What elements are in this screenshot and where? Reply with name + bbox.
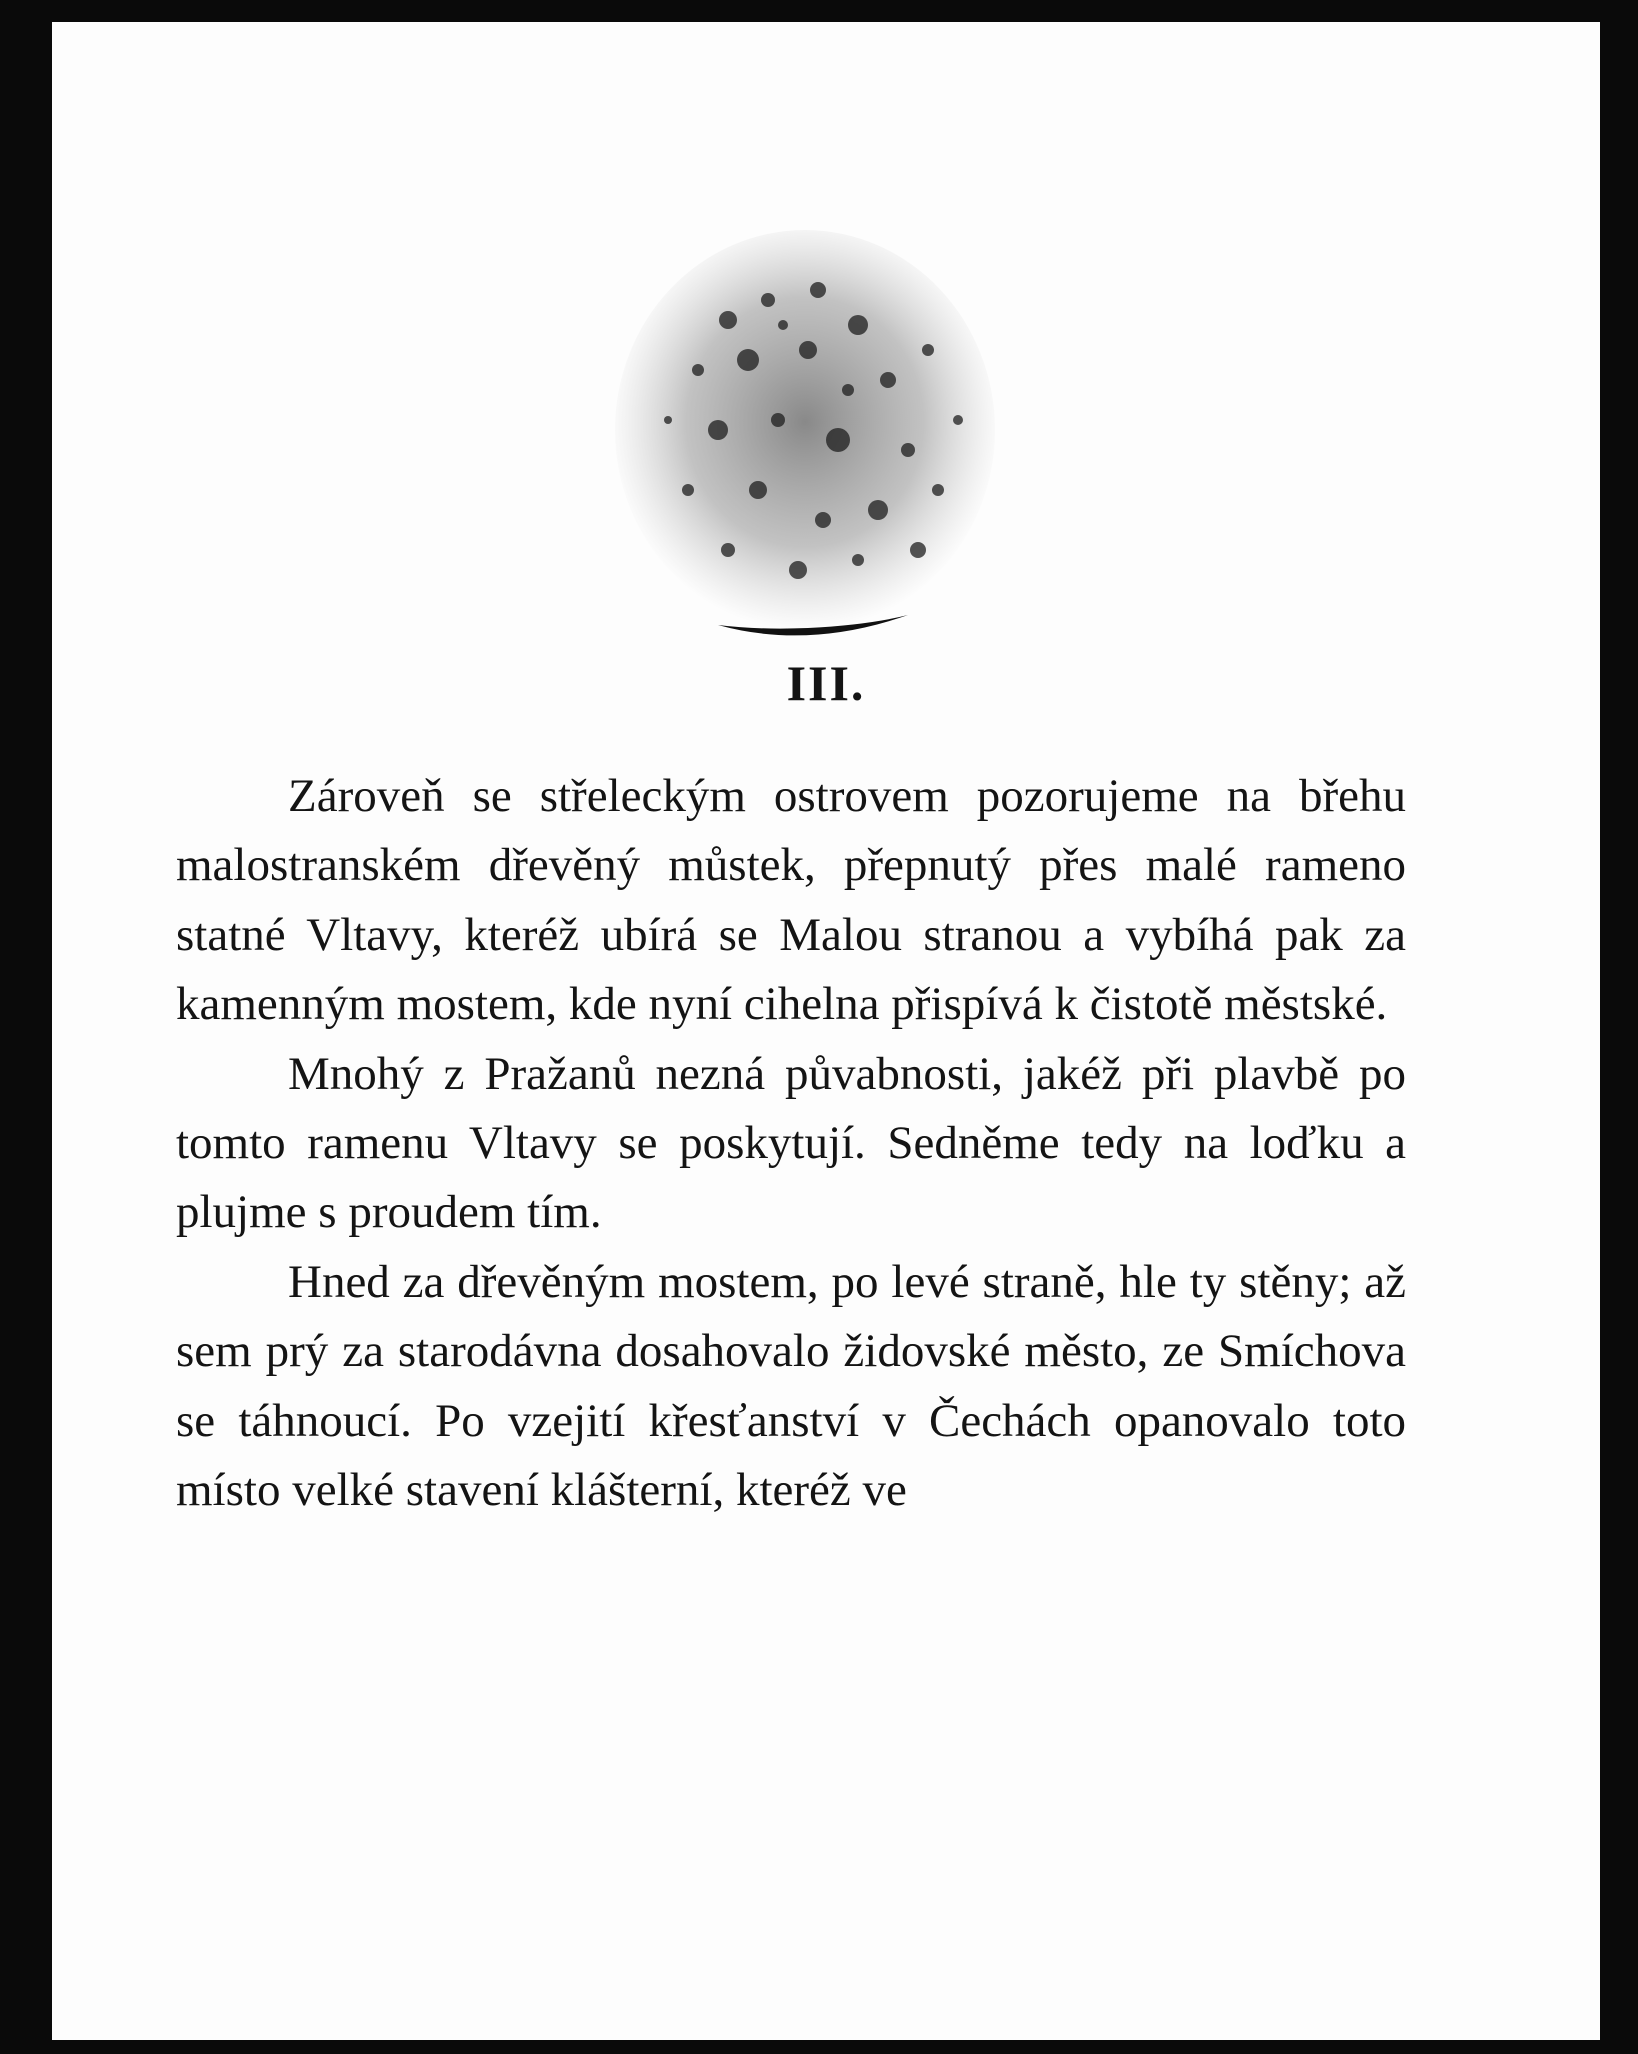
paragraph: Mnohý z Pražanů nezná půvabnosti, jakéž při plavbě po tomto ramenu Vltavy se poskytují. Sedněme tedy na loďku a plujme s proudem tím. <box>176 1047 1406 1239</box>
paragraph: Zároveň se střeleckým ostrovem pozorujeme na břehu malostranském dřevěný můstek, přepnutý přes malé rameno statné Vltavy, kteréž ubírá se Malou stranou a vybíhá pak za kamenným mostem, kde nyní cihelna přispívá k čistotě městské. <box>176 770 1406 1031</box>
paragraph: Hned za dřevěným mostem, po levé straně, hle ty stěny; až sem prý za starodávna dosahovalo židovské město, ze Smíchova se táhnoucí. Po vzejití křesťanství v Čechách opanovalo toto místo velké stavení klášterní, kteréž ve <box>176 1255 1406 1517</box>
body-text <box>176 762 1406 1525</box>
chapter-number: III. <box>786 655 866 711</box>
vignette-illustration <box>608 230 1002 644</box>
book-page <box>52 22 1600 2040</box>
